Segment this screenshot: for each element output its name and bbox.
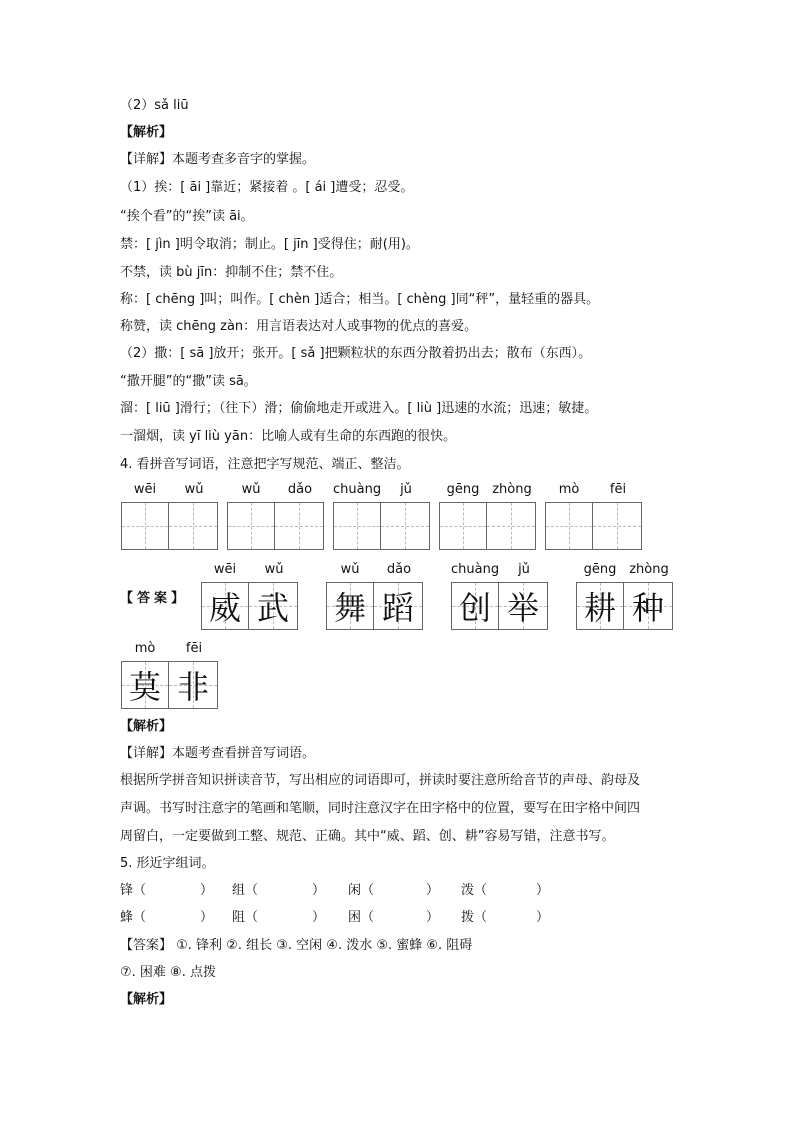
answer-character: 舞	[333, 589, 366, 627]
tianzige-cells	[121, 502, 218, 550]
question-4-title: 4. 看拼音写词语，注意把字写规范、端正、整洁。	[120, 457, 410, 472]
pinyin-label: dǎo	[386, 562, 412, 577]
explanation-line: 一溜烟，读 yī liù yān：比喻人或有生命的东西跑的很快。	[120, 429, 457, 444]
tianzige-cell	[499, 582, 548, 630]
answer-line: ⑦. 困难 ⑧. 点拨	[120, 965, 216, 980]
pinyin-label: jǔ	[400, 482, 412, 497]
pinyin-label: wēi	[213, 562, 237, 577]
answer-line: 【答案】 ①. 锋利 ②. 组长 ③. 空闲 ④. 泼水 ⑤. 蜜蜂 ⑥. 阻碍	[120, 938, 473, 953]
pinyin-label: fēi	[609, 482, 627, 497]
analysis-heading: 【解析】	[120, 719, 173, 734]
pinyin-label: gēng	[583, 562, 617, 577]
answer-character: 非	[176, 668, 209, 706]
tianzige-cell[interactable]	[439, 502, 487, 550]
question-5-title: 5. 形近字组词。	[120, 856, 215, 871]
tianzige-cells	[576, 582, 673, 630]
tianzige-cell	[121, 661, 169, 709]
blank-prefix: 锋（	[120, 883, 147, 898]
detail-line: 【详解】本题考查看拼音写词语。	[120, 746, 316, 761]
fill-blank-row-1	[120, 882, 720, 900]
pinyin-label: gēng	[446, 482, 480, 497]
blank-suffix: ）	[536, 910, 550, 925]
tianzige-cells	[326, 582, 423, 630]
pinyin-label: wǔ	[184, 482, 204, 497]
analysis-heading: 【解析】	[120, 125, 173, 140]
pinyin-label: mò	[558, 482, 580, 497]
answer-character: 举	[506, 589, 539, 627]
pinyin-label: chuàng	[333, 482, 382, 497]
explanation-line: （2）撒：[ sā ]放开；张开。[ sǎ ]把颗粒状的东西分散着扔出去；散布（东西）。	[120, 346, 592, 361]
tianzige-cell	[326, 582, 374, 630]
blank-suffix: ）	[426, 910, 440, 925]
answer-character: 武	[256, 589, 289, 627]
tianzige-cell	[169, 661, 218, 709]
tianzige-cell	[249, 582, 298, 630]
tianzige-cell	[576, 582, 624, 630]
tianzige-cells	[121, 661, 218, 709]
tianzige-cells	[439, 502, 536, 550]
tianzige-cell[interactable]	[545, 502, 593, 550]
explanation-line: 称：[ chēng ]叫；叫作。[ chèn ]适合；相当。[ chèng ]同“秤”，量轻重的器具。	[120, 292, 600, 307]
answer-character: 种	[631, 589, 664, 627]
explanation-line: 不禁，读 bù jīn：抑制不住；禁不住。	[120, 265, 343, 280]
blank-prefix: 泼（	[461, 883, 488, 898]
answer-character: 蹈	[381, 589, 414, 627]
explanation-line: （1）挨：[ āi ]靠近；紧接着 。[ ái ]遭受；忍受。	[120, 180, 414, 195]
blank-suffix: ）	[312, 910, 326, 925]
pinyin-label: zhòng	[629, 562, 669, 577]
tianzige-cell[interactable]	[227, 502, 275, 550]
explanation-line: 禁：[ jìn ]明令取消；制止。[ jīn ]受得住；耐(用)。	[120, 237, 419, 252]
tianzige-cell[interactable]	[381, 502, 430, 550]
tianzige-cell[interactable]	[487, 502, 536, 550]
blank-suffix: ）	[426, 883, 440, 898]
explanation-line: 称赞，读 chēng zàn：用言语表达对人或事物的优点的喜爱。	[120, 319, 478, 334]
answer-line-2: （2）sǎ liū	[120, 98, 189, 113]
blank-prefix: 拨（	[461, 910, 488, 925]
tianzige-cells	[333, 502, 430, 550]
answer-character: 莫	[128, 668, 161, 706]
explanation-line: 声调。书写时注意字的笔画和笔顺，同时注意汉字在田字格中的位置，要写在田字格中间四	[120, 801, 641, 816]
pinyin-label: wǔ	[241, 482, 261, 497]
tianzige-cell[interactable]	[169, 502, 218, 550]
pinyin-label: wēi	[133, 482, 157, 497]
tianzige-cell	[451, 582, 499, 630]
blank-suffix: ）	[200, 910, 214, 925]
blank-suffix: ）	[536, 883, 550, 898]
tianzige-cell	[201, 582, 249, 630]
explanation-line: 周留白，一定要做到工整、规范、正确。其中“威、蹈、创、耕”容易写错，注意书写。	[120, 829, 615, 844]
blank-suffix: ）	[312, 883, 326, 898]
tianzige-cells	[201, 582, 298, 630]
blank-prefix: 蜂（	[120, 910, 147, 925]
pinyin-label: dǎo	[287, 482, 313, 497]
blank-prefix: 闲（	[348, 883, 375, 898]
pinyin-label: mò	[134, 641, 156, 656]
pinyin-label: wǔ	[340, 562, 360, 577]
blank-prefix: 困（	[348, 910, 375, 925]
tianzige-cells	[451, 582, 548, 630]
tianzige-cell	[624, 582, 673, 630]
pinyin-label: fēi	[185, 641, 203, 656]
pinyin-label: wǔ	[264, 562, 284, 577]
explanation-line: “撒开腿”的“撒”读 sā。	[120, 374, 257, 389]
pinyin-label: chuàng	[451, 562, 500, 577]
explanation-line: 根据所学拼音知识拼读音节，写出相应的词语即可，拼读时要注意所给音节的声母、韵母及	[120, 773, 641, 788]
analysis-heading: 【解析】	[120, 992, 173, 1007]
explanation-line: “挨个看”的“挨”读 āi。	[120, 209, 254, 224]
detail-line: 【详解】本题考查多音字的掌握。	[120, 152, 316, 167]
tianzige-cell[interactable]	[333, 502, 381, 550]
tianzige-cell[interactable]	[275, 502, 324, 550]
blank-prefix: 组（	[232, 883, 259, 898]
blank-suffix: ）	[200, 883, 214, 898]
answer-character: 创	[458, 589, 491, 627]
tianzige-cells	[227, 502, 324, 550]
pinyin-label: jǔ	[518, 562, 530, 577]
explanation-line: 溜：[ liū ]滑行；（往下）滑；偷偷地走开或进入。[ liù ]迅速的水流；迅速；敏捷。	[120, 401, 598, 416]
answer-character: 威	[208, 589, 241, 627]
fill-blank-row-2	[120, 909, 720, 927]
tianzige-cell[interactable]	[593, 502, 642, 550]
answer-label: 【答案】	[120, 591, 189, 606]
answer-character: 耕	[583, 589, 616, 627]
tianzige-cells	[545, 502, 642, 550]
tianzige-cell[interactable]	[121, 502, 169, 550]
pinyin-label: zhòng	[492, 482, 532, 497]
tianzige-cell	[374, 582, 423, 630]
blank-prefix: 阻（	[232, 910, 259, 925]
